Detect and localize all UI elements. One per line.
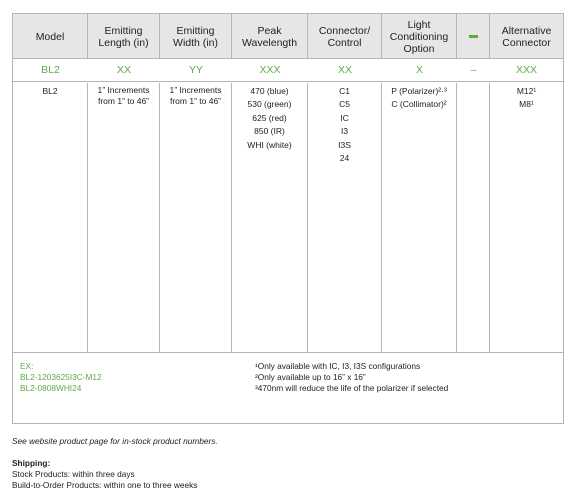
examples <box>13 353 249 423</box>
code-alternative-connector: XXX <box>515 64 537 76</box>
code-dash: – <box>470 64 477 76</box>
options-connector <box>308 83 382 353</box>
option-item: M12¹ <box>516 86 537 96</box>
example-part-number: BL2-1203625I3C-M12 <box>20 372 102 382</box>
option-item: 850 (IR) <box>254 126 285 137</box>
website-note: See website product page for in-stock product numbers. <box>12 436 218 446</box>
shipping-stock: Stock Products: within three days <box>12 469 135 479</box>
footnote: ¹Only available with IC, I3, I3S configurations <box>255 361 421 371</box>
options-area <box>13 83 563 353</box>
code-light-conditioning: X <box>415 64 423 76</box>
header-connector-control: Connector/ Control <box>308 14 382 59</box>
shipping-build: Build-to-Order Products: within one to three weeks <box>12 480 198 490</box>
header-model: Model <box>13 14 88 59</box>
code-emitting-width: YY <box>188 64 203 76</box>
options-peak-wavelength <box>232 83 308 353</box>
footnote: ²Only available up to 16” x 16” <box>255 372 366 382</box>
ordering-table <box>12 13 564 424</box>
options-dash <box>457 83 490 353</box>
option-item: 625 (red) <box>252 112 287 123</box>
header-light-conditioning: Light Conditioning Option <box>382 14 457 59</box>
options-alternative-connector <box>490 83 563 353</box>
option-item: C5 <box>339 99 350 110</box>
notes-area <box>13 353 563 423</box>
examples-label: EX: <box>20 361 34 371</box>
table-header-row <box>13 14 563 59</box>
options-light-conditioning <box>382 83 457 353</box>
code-model: BL2 <box>41 64 60 76</box>
option-item: I3 <box>340 126 349 137</box>
option-item: WHI (white) <box>247 139 292 150</box>
options-model <box>13 83 88 353</box>
option-item: 24 <box>339 153 350 164</box>
header-alternative-connector: Alternative Connector <box>501 24 552 49</box>
option-item: C1 <box>339 86 350 96</box>
shipping-title: Shipping: <box>12 458 51 468</box>
option-item: IC <box>340 112 349 123</box>
code-peak-wavelength: XXX <box>259 64 281 76</box>
example-part-number: BL2-0808WHI24 <box>20 383 82 393</box>
footnote: ³470nm will reduce the life of the polarizer if selected <box>255 383 449 393</box>
code-emitting-length: XX <box>116 64 131 76</box>
code-row <box>13 59 563 82</box>
option-item: C (Collimator)² <box>391 99 447 110</box>
option-item: I3S <box>338 139 351 150</box>
options-emitting-width <box>160 83 232 353</box>
footnotes <box>249 353 563 423</box>
option-item: 470 (blue) <box>250 86 289 96</box>
option-item: BL2 <box>42 86 58 96</box>
code-connector: XX <box>337 64 352 76</box>
option-item: 1” Increments from 1” to 46” <box>97 85 150 106</box>
header-dash <box>457 14 490 59</box>
option-item: 1” Increments from 1” to 46” <box>169 85 222 106</box>
header-emitting-length: Emitting Length (in) <box>88 14 160 59</box>
option-item: P (Polarizer)²·³ <box>391 86 447 96</box>
option-item: 530 (green) <box>247 99 292 110</box>
header-emitting-width: Emitting Width (in) <box>160 14 232 59</box>
header-peak-wavelength: Peak Wavelength <box>232 14 308 59</box>
options-emitting-length <box>88 83 160 353</box>
dash-icon <box>469 35 478 38</box>
option-item: M8¹ <box>519 99 534 110</box>
